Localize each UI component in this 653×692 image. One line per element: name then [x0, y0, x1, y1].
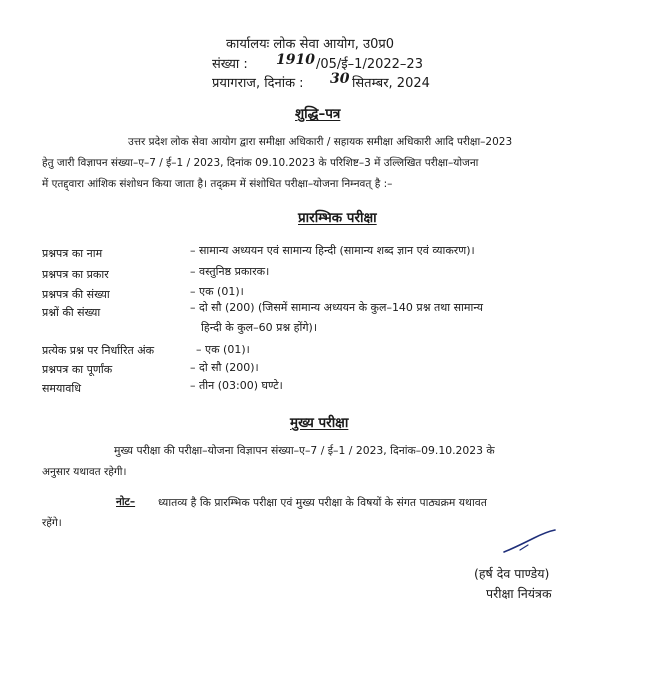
intro-line-1: उत्तर प्रदेश लोक सेवा आयोग द्वारा समीक्षा अधिकारी / सहायक समीक्षा अधिकारी आदि परीक्षा–2023	[128, 136, 513, 148]
prelims-label-question-count: प्रश्नों की संख्या	[42, 306, 101, 319]
prelims-value-duration: – तीन (03:00) घण्टे।	[190, 379, 283, 392]
prelims-label-marks-per-question: प्रत्येक प्रश्न पर निर्धारित अंक	[42, 344, 155, 357]
prelims-value-paper-count: – एक (01)।	[190, 285, 244, 298]
signatory-designation: परीक्षा नियंत्रक	[486, 586, 552, 601]
handwritten-signature	[500, 528, 560, 558]
prelims-label-paper-count: प्रश्नपत्र की संख्या	[42, 288, 110, 301]
intro-line-3: में एतद्द्वारा आंशिक संशोधन किया जाता है। तद्क्रम में संशोधित परीक्षा–योजना निम्नवत् है :–	[42, 178, 393, 190]
place-date-suffix: सितम्बर, 2024	[352, 76, 430, 91]
reference-number-handwritten: 1910	[276, 52, 315, 68]
mains-line-1: मुख्य परीक्षा की परीक्षा–योजना विज्ञापन संख्या–ए–7 / ई–1 / 2023, दिनांक–09.10.2023 के	[114, 444, 495, 457]
document-title: शुद्धि–पत्र	[295, 106, 341, 122]
prelims-label-duration: समयावधि	[42, 382, 81, 395]
prelims-value-paper-name: – सामान्य अध्ययन एवं सामान्य हिन्दी (सामान्य शब्द ज्ञान एवं व्याकरण)।	[190, 244, 475, 257]
office-name: कार्यालयः लोक सेवा आयोग, उ0प्र0	[226, 37, 395, 52]
prelims-label-total-marks: प्रश्नपत्र का पूर्णांक	[42, 363, 113, 376]
signatory-name: (हर्ष देव पाण्डेय)	[474, 566, 550, 581]
prelims-value-total-marks: – दो सौ (200)।	[190, 361, 259, 374]
note-line-1: ध्यातव्य है कि प्रारम्भिक परीक्षा एवं मुख्य परीक्षा के विषयों के संगत पाठ्यक्रम यथावत	[158, 496, 487, 509]
intro-line-2: हेतु जारी विज्ञापन संख्या–ए–7 / ई–1 / 2023, दिनांक 09.10.2023 के परिशिष्ट–3 में उल्लिखित परीक्षा–योजना	[42, 157, 479, 169]
prelims-value-question-count: – दो सौ (200) (जिसमें सामान्य अध्ययन के कुल–140 प्रश्न तथा सामान्य	[190, 301, 483, 314]
prelims-label-paper-name: प्रश्नपत्र का नाम	[42, 247, 103, 260]
mains-heading: मुख्य परीक्षा	[290, 415, 349, 431]
date-handwritten: 30	[330, 71, 350, 87]
place-date-prefix: प्रयागराज, दिनांक :	[212, 76, 304, 91]
prelims-heading: प्रारम्भिक परीक्षा	[298, 210, 377, 226]
note-label: नोट–	[116, 496, 136, 508]
prelims-value-paper-type: – वस्तुनिष्ठ प्रकारक।	[190, 265, 270, 278]
prelims-value-marks-per-question: – एक (01)।	[196, 343, 250, 356]
prelims-label-paper-type: प्रश्नपत्र का प्रकार	[42, 268, 109, 281]
prelims-value-question-count-cont: हिन्दी के कुल–60 प्रश्न होंगे)।	[201, 321, 317, 334]
reference-number-prefix: संख्या :	[212, 57, 248, 72]
mains-line-2: अनुसार यथावत रहेगी।	[42, 466, 127, 478]
reference-number-suffix: /05/ई–1/2022–23	[316, 57, 423, 72]
note-line-2: रहेंगे।	[42, 517, 62, 529]
